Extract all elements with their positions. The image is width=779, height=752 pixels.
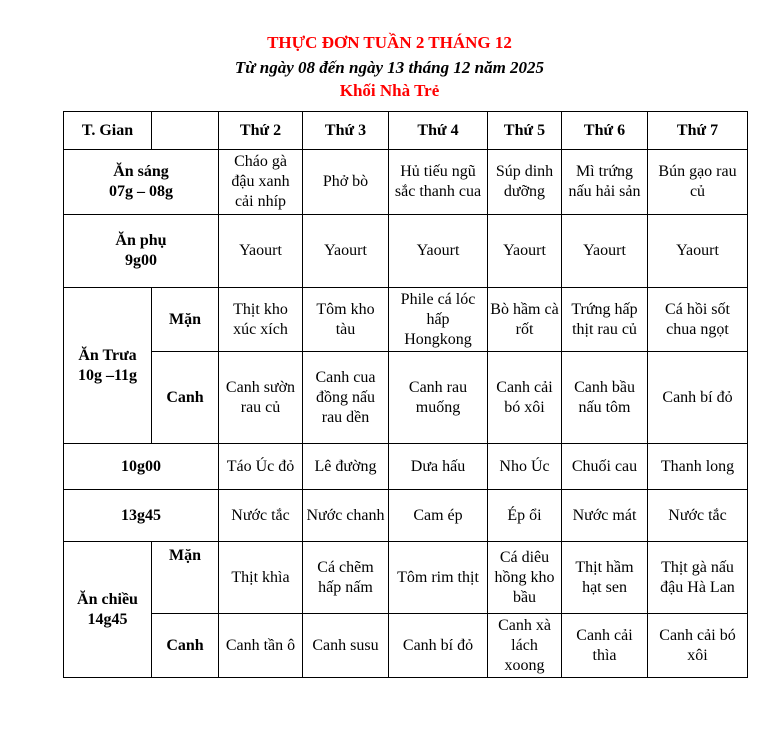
lunch-canh-thu2: Canh sườn rau củ [219, 352, 303, 444]
lunch-canh-thu6: Canh bầu nấu tôm [562, 352, 648, 444]
fruit-thu3: Lê đường [303, 444, 389, 490]
drink-thu5: Ép ổi [488, 490, 562, 542]
afternoon-man-thu4: Tôm rim thịt [389, 542, 488, 614]
lunch-man-thu6: Trứng hấp thịt rau củ [562, 288, 648, 352]
afternoon-canh-thu5: Canh xà lách xoong [488, 614, 562, 678]
afternoon-man-thu2: Thịt khìa [219, 542, 303, 614]
fruit-thu4: Dưa hấu [389, 444, 488, 490]
breakfast-thu7: Bún gạo rau củ [648, 150, 748, 215]
afternoon-man-thu7: Thịt gà nấu đậu Hà Lan [648, 542, 748, 614]
col-header-thu6: Thứ 6 [562, 112, 648, 150]
weekly-menu-table [63, 111, 748, 678]
col-header-thu3: Thứ 3 [303, 112, 389, 150]
lunch-man-row [64, 288, 748, 352]
afternoon-canh-row [64, 614, 748, 678]
snack-label [64, 215, 219, 288]
afternoon-man-thu5: Cá diêu hồng kho bầu [488, 542, 562, 614]
col-header-time: T. Gian [64, 112, 152, 150]
breakfast-thu4: Hủ tiếu ngũ sắc thanh cua [389, 150, 488, 215]
drink-thu3: Nước chanh [303, 490, 389, 542]
afternoon-canh-thu4: Canh bí đỏ [389, 614, 488, 678]
col-header-thu2: Thứ 2 [219, 112, 303, 150]
drink-row [64, 490, 748, 542]
snack-thu2: Yaourt [219, 215, 303, 288]
lunch-canh-thu3: Canh cua đồng nấu rau dền [303, 352, 389, 444]
afternoon-canh-thu7: Canh cải bó xôi [648, 614, 748, 678]
fruit-time: 10g00 [64, 444, 219, 490]
afternoon-canh-thu6: Canh cải thìa [562, 614, 648, 678]
lunch-canh-label: Canh [152, 352, 219, 444]
fruit-thu7: Thanh long [648, 444, 748, 490]
afternoon-man-thu3: Cá chẽm hấp nấm [303, 542, 389, 614]
lunch-canh-thu5: Canh cải bó xôi [488, 352, 562, 444]
fruit-thu6: Chuối cau [562, 444, 648, 490]
fruit-thu2: Táo Úc đỏ [219, 444, 303, 490]
drink-time: 13g45 [64, 490, 219, 542]
drink-thu2: Nước tắc [219, 490, 303, 542]
afternoon-label [64, 542, 152, 678]
lunch-man-thu4: Phile cá lóc hấp Hongkong [389, 288, 488, 352]
drink-thu7: Nước tắc [648, 490, 748, 542]
meal-name: Ăn chiều [77, 590, 138, 608]
lunch-man-thu7: Cá hồi sốt chua ngọt [648, 288, 748, 352]
fruit-thu5: Nho Úc [488, 444, 562, 490]
meal-time: 07g – 08g [109, 183, 173, 200]
menu-title: THỰC ĐƠN TUẦN 2 THÁNG 12 [267, 33, 512, 52]
meal-name: Ăn sáng [113, 163, 169, 180]
afternoon-man-label: Mặn [152, 542, 219, 614]
lunch-canh-thu7: Canh bí đỏ [648, 352, 748, 444]
meal-name: Ăn Trưa [78, 346, 137, 364]
col-header-thu4: Thứ 4 [389, 112, 488, 150]
snack-thu5: Yaourt [488, 215, 562, 288]
breakfast-thu5: Súp dinh dưỡng [488, 150, 562, 215]
lunch-man-thu5: Bò hầm cà rốt [488, 288, 562, 352]
lunch-label [64, 288, 152, 444]
date-range: Từ ngày 08 đến ngày 13 tháng 12 năm 2025 [234, 58, 545, 77]
afternoon-canh-thu2: Canh tần ô [219, 614, 303, 678]
lunch-man-thu2: Thịt kho xúc xích [219, 288, 303, 352]
snack-row [64, 215, 748, 288]
snack-thu3: Yaourt [303, 215, 389, 288]
lunch-canh-row [64, 352, 748, 444]
drink-thu4: Cam ép [389, 490, 488, 542]
breakfast-thu2: Cháo gà đậu xanh cải nhíp [219, 150, 303, 215]
col-header-thu7: Thứ 7 [648, 112, 748, 150]
fruit-row [64, 444, 748, 490]
lunch-man-thu3: Tôm kho tàu [303, 288, 389, 352]
afternoon-man-row [64, 542, 748, 614]
snack-thu7: Yaourt [648, 215, 748, 288]
afternoon-man-thu6: Thịt hầm hạt sen [562, 542, 648, 614]
breakfast-label [64, 150, 219, 215]
snack-thu6: Yaourt [562, 215, 648, 288]
afternoon-canh-thu3: Canh susu [303, 614, 389, 678]
drink-thu6: Nước mát [562, 490, 648, 542]
meal-name: Ăn phụ [115, 232, 167, 249]
lunch-man-label: Mặn [152, 288, 219, 352]
meal-time: 14g45 [87, 610, 128, 628]
lunch-canh-thu4: Canh rau muống [389, 352, 488, 444]
breakfast-row [64, 150, 748, 215]
col-header-sub [152, 112, 219, 150]
breakfast-thu3: Phở bò [303, 150, 389, 215]
col-header-thu5: Thứ 5 [488, 112, 562, 150]
breakfast-thu6: Mì trứng nấu hải sản [562, 150, 648, 215]
meal-time: 9g00 [125, 252, 157, 269]
snack-thu4: Yaourt [389, 215, 488, 288]
afternoon-canh-label: Canh [152, 614, 219, 678]
group-name: Khối Nhà Trẻ [339, 81, 440, 100]
meal-time: 10g –11g [77, 366, 138, 384]
header-row [64, 112, 748, 150]
